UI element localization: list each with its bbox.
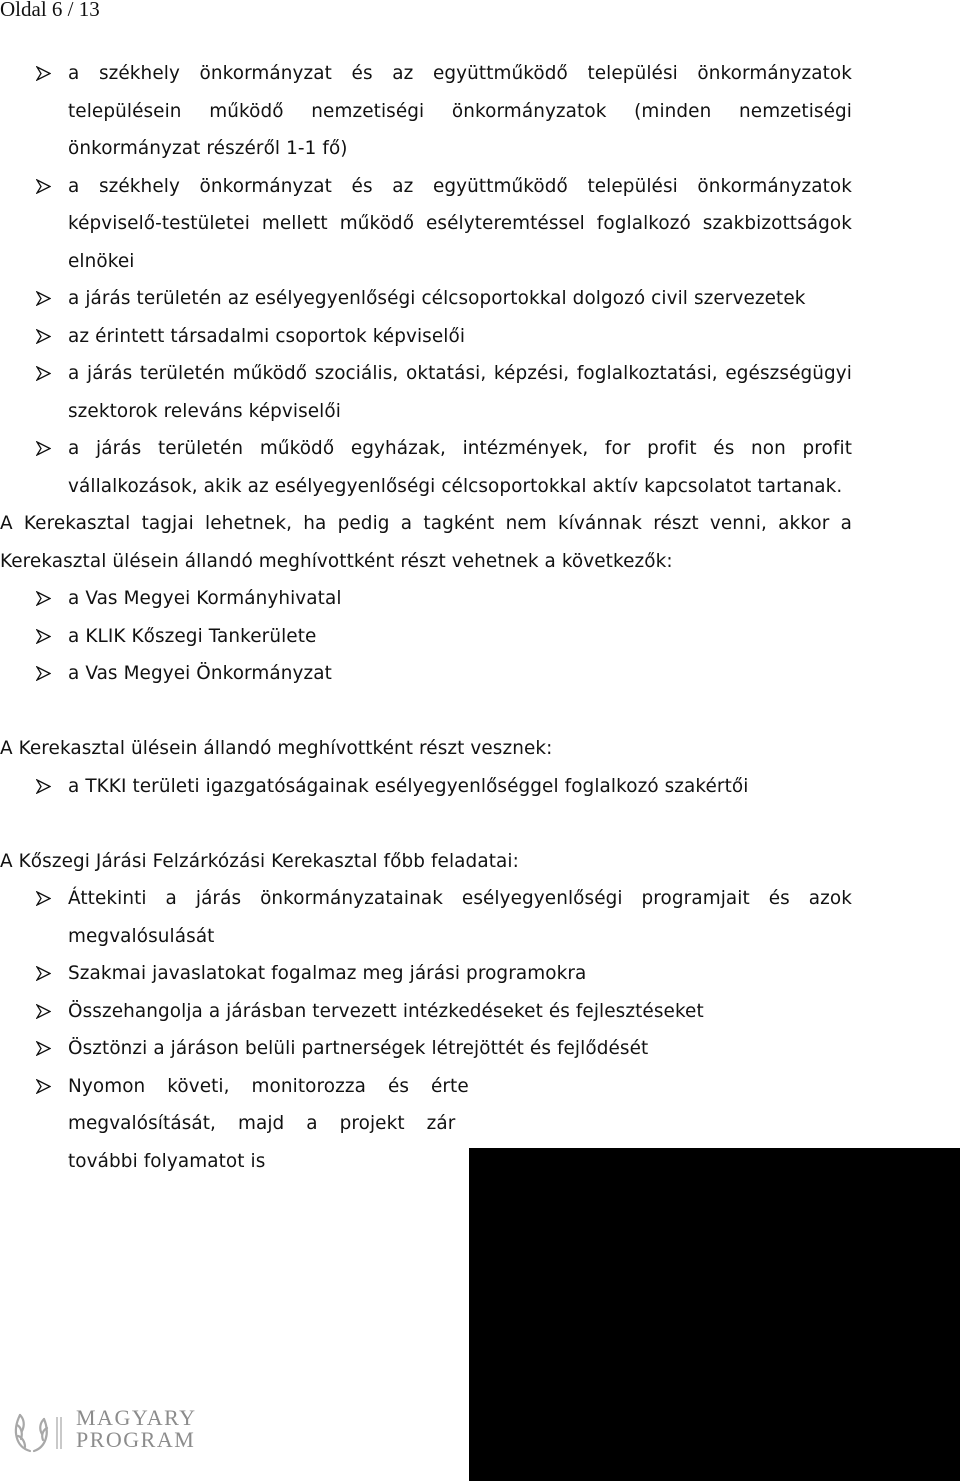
arrowhead-bullet-icon xyxy=(36,1030,52,1068)
list-item: Ösztönzi a járáson belüli partnerségek létrejöttét és fejlődését xyxy=(0,1030,852,1068)
document-body xyxy=(0,55,852,1180)
arrowhead-bullet-icon xyxy=(36,880,52,918)
permanent-guests-list xyxy=(0,768,852,806)
magyary-program-logo xyxy=(10,1403,200,1455)
arrowhead-bullet-icon xyxy=(36,318,52,356)
arrowhead-bullet-icon xyxy=(36,955,52,993)
list-item: a járás területén működő szociális, oktatási, képzési, foglalkoztatási, egészségügyi szektorok releváns képviselői xyxy=(0,355,852,430)
list-item: a székhely önkormányzat és az együttműködő települési önkormányzatok településein működő nemzetiségi önkormányzatok (minden nemzetiségi önkormányzat részéről 1-1 fő) xyxy=(0,55,852,168)
logo-line-1: MAGYARY xyxy=(76,1405,197,1430)
list-item: a székhely önkormányzat és az együttműködő települési önkormányzatok képviselő-testületei mellett működő esélyteremtéssel foglalkozó szakbizottságok elnökei xyxy=(0,168,852,281)
emblem-icon xyxy=(10,1405,66,1455)
tasks-list xyxy=(0,880,852,1180)
permanent-guests-paragraph: A Kerekasztal ülésein állandó meghívottként részt vesznek: xyxy=(0,738,553,759)
guests-paragraph: A Kerekasztal tagjai lehetnek, ha pedig a tagként nem kívánnak részt venni, akkor a Kerekasztal ülésein állandó meghívottként részt vehetnek a következők: xyxy=(0,513,852,572)
arrowhead-bullet-icon xyxy=(36,580,52,618)
list-item: Szakmai javaslatokat fogalmaz meg járási programokra xyxy=(0,955,852,993)
list-item: a Vas Megyei Kormányhivatal xyxy=(0,580,852,618)
arrowhead-bullet-icon xyxy=(36,280,52,318)
list-item: a TKKI területi igazgatóságainak esélyegyenlőséggel foglalkozó szakértői xyxy=(0,768,852,806)
page-number: Oldal 6 / 13 xyxy=(0,0,100,21)
list-item: Áttekinti a járás önkormányzatainak esélyegyenlőségi programjait és azok megvalósulását xyxy=(0,880,852,955)
list-item: Nyomon követi, monitorozza és érte megvalósítását, majd a projekt zár további folyamatot is xyxy=(0,1068,852,1181)
list-item: a KLIK Kőszegi Tankerülete xyxy=(0,618,852,656)
arrowhead-bullet-icon xyxy=(36,430,52,468)
list-item: a járás területén az esélyegyenlőségi célcsoportokkal dolgozó civil szervezetek xyxy=(0,280,852,318)
guests-list xyxy=(0,580,852,693)
arrowhead-bullet-icon xyxy=(36,655,52,693)
tasks-heading: A Kőszegi Járási Felzárkózási Kerekasztal főbb feladatai: xyxy=(0,850,519,872)
arrowhead-bullet-icon xyxy=(36,768,52,806)
logo-wordmark xyxy=(76,1407,197,1451)
logo-line-2: PROGRAM xyxy=(76,1427,196,1452)
arrowhead-bullet-icon xyxy=(36,1068,52,1106)
redaction-box xyxy=(469,1148,960,1481)
list-item: az érintett társadalmi csoportok képviselői xyxy=(0,318,852,356)
list-item: a Vas Megyei Önkormányzat xyxy=(0,655,852,693)
list-item: Összehangolja a járásban tervezett intézkedéseket és fejlesztéseket xyxy=(0,993,852,1031)
blank-line xyxy=(0,805,852,843)
arrowhead-bullet-icon xyxy=(36,993,52,1031)
blank-line xyxy=(0,693,852,731)
arrowhead-bullet-icon xyxy=(36,168,52,206)
members-list xyxy=(0,55,852,505)
arrowhead-bullet-icon xyxy=(36,355,52,393)
arrowhead-bullet-icon xyxy=(36,55,52,93)
list-item: a járás területén működő egyházak, intézmények, for profit és non profit vállalkozások, akik az esélyegyenlőségi célcsoportokkal aktív kapcsolatot tartanak. xyxy=(0,430,852,505)
arrowhead-bullet-icon xyxy=(36,618,52,656)
